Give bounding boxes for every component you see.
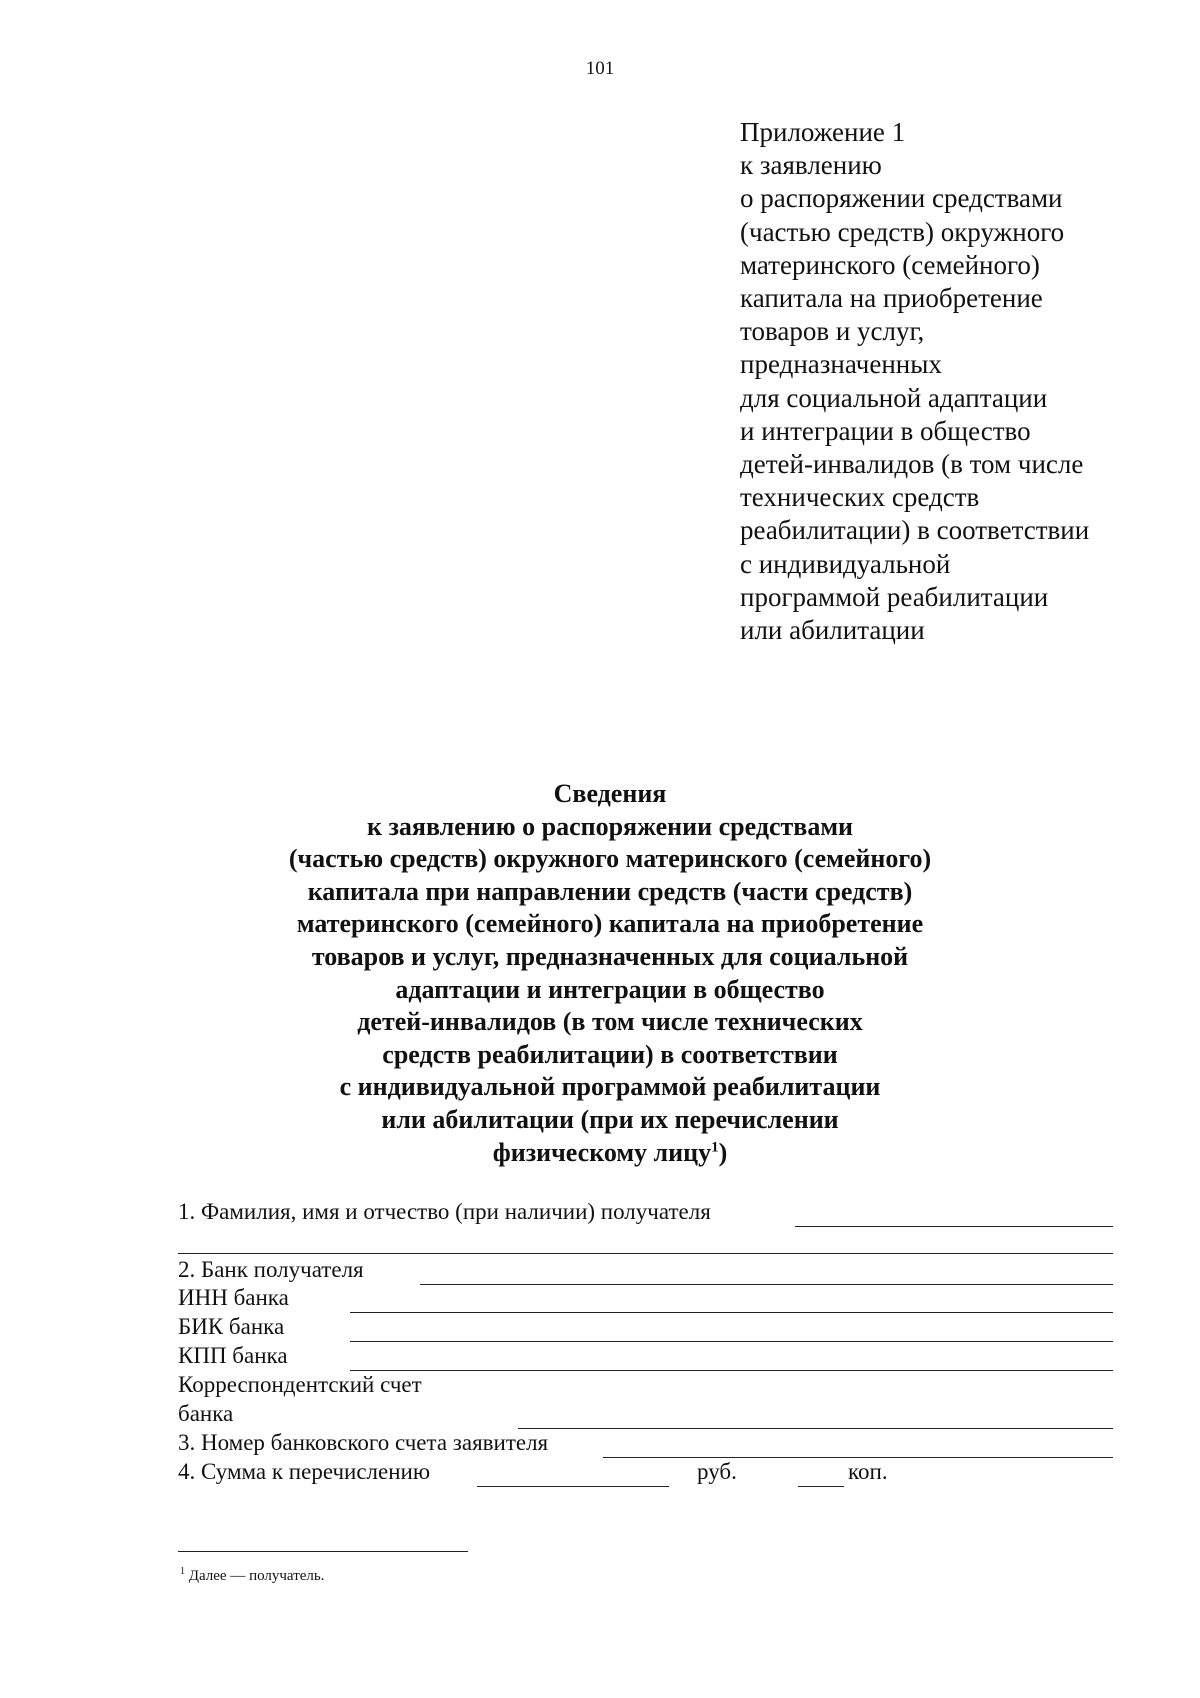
footnote-divider [178,1551,468,1552]
rub-label: руб. [697,1459,737,1484]
bik-field[interactable] [350,1341,1113,1342]
amount-kop-field[interactable] [798,1486,844,1487]
bank-label: 2. Банк получателя [178,1257,364,1282]
appendix-line: или абилитации [740,615,925,646]
appendix-line: программой реабилитации [740,581,1049,612]
footnote [180,1566,325,1585]
title-line: Сведения [553,779,667,808]
corr-account-label-cont: банка [178,1401,234,1426]
title-last-text: физическому лицу [492,1137,712,1167]
appendix-line: капитала на приобретение [740,283,1043,314]
footnote-mark: 1 [180,1566,185,1577]
corr-account-field[interactable] [518,1428,1113,1429]
appendix-line: и интеграции в общество [740,415,1031,446]
document-title [160,778,1060,1169]
inn-field[interactable] [350,1312,1113,1313]
title-line: (частью средств) окружного материнского (семейного) [288,844,932,874]
title-line: средств реабилитации) в соответствии [382,1039,838,1069]
bank-field[interactable] [420,1284,1113,1285]
kpp-field[interactable] [350,1370,1113,1371]
amount-rub-field[interactable] [477,1486,669,1487]
appendix-line: к заявлению [740,150,882,181]
title-line: с индивидуальной программой реабилитации [339,1072,881,1102]
title-line: или абилитации (при их перечислении [381,1104,839,1134]
recipient-name-field-continuation[interactable] [178,1253,1113,1254]
corr-account-label: Корреспондентский счет [178,1372,422,1397]
title-line-last [160,1137,1060,1170]
account-number-label: 3. Номер банковского счета заявителя [178,1430,549,1455]
title-line: товаров и услуг, предназначенных для социальной [311,941,909,971]
inn-label: ИНН банка [178,1285,289,1310]
amount-label: 4. Сумма к перечислению [178,1459,431,1484]
kop-label: коп. [848,1459,888,1484]
bik-label: БИК банка [178,1314,285,1339]
title-line: к заявлению о распоряжении средствами [366,811,854,841]
appendix-line: о распоряжении средствами [740,183,1063,214]
appendix-line: технических средств [740,482,980,513]
appendix-line: (частью средств) окружного [740,216,1065,247]
appendix-line: реабилитации) в соответствии [740,515,1090,546]
recipient-name-label: 1. Фамилия, имя и отчество (при наличии) получателя [178,1199,711,1224]
appendix-line: товаров и услуг, [740,316,925,347]
page-number: 101 [585,58,615,79]
appendix-line: материнского (семейного) [740,249,1040,280]
kpp-label: КПП банка [178,1343,288,1368]
footnote-text: Далее — получатель. [188,1568,325,1584]
title-closing-paren: ) [718,1137,728,1167]
title-line: капитала при направлении средств (части средств) [307,876,913,906]
appendix-line: предназначенных [740,349,942,380]
title-line: адаптации и интеграции в общество [395,974,825,1004]
appendix-line: с индивидуальной [740,548,951,579]
title-footnote-mark: 1 [711,1138,719,1155]
appendix-header [740,116,1180,647]
appendix-line: для социальной адаптации [740,382,1048,413]
recipient-name-field[interactable] [795,1226,1113,1227]
appendix-line: Приложение 1 [740,117,906,147]
appendix-line: детей-инвалидов (в том числе [740,449,1084,480]
title-line: материнского (семейного) капитала на приобретение [296,909,924,939]
title-line: детей-инвалидов (в том числе технических [357,1007,863,1037]
